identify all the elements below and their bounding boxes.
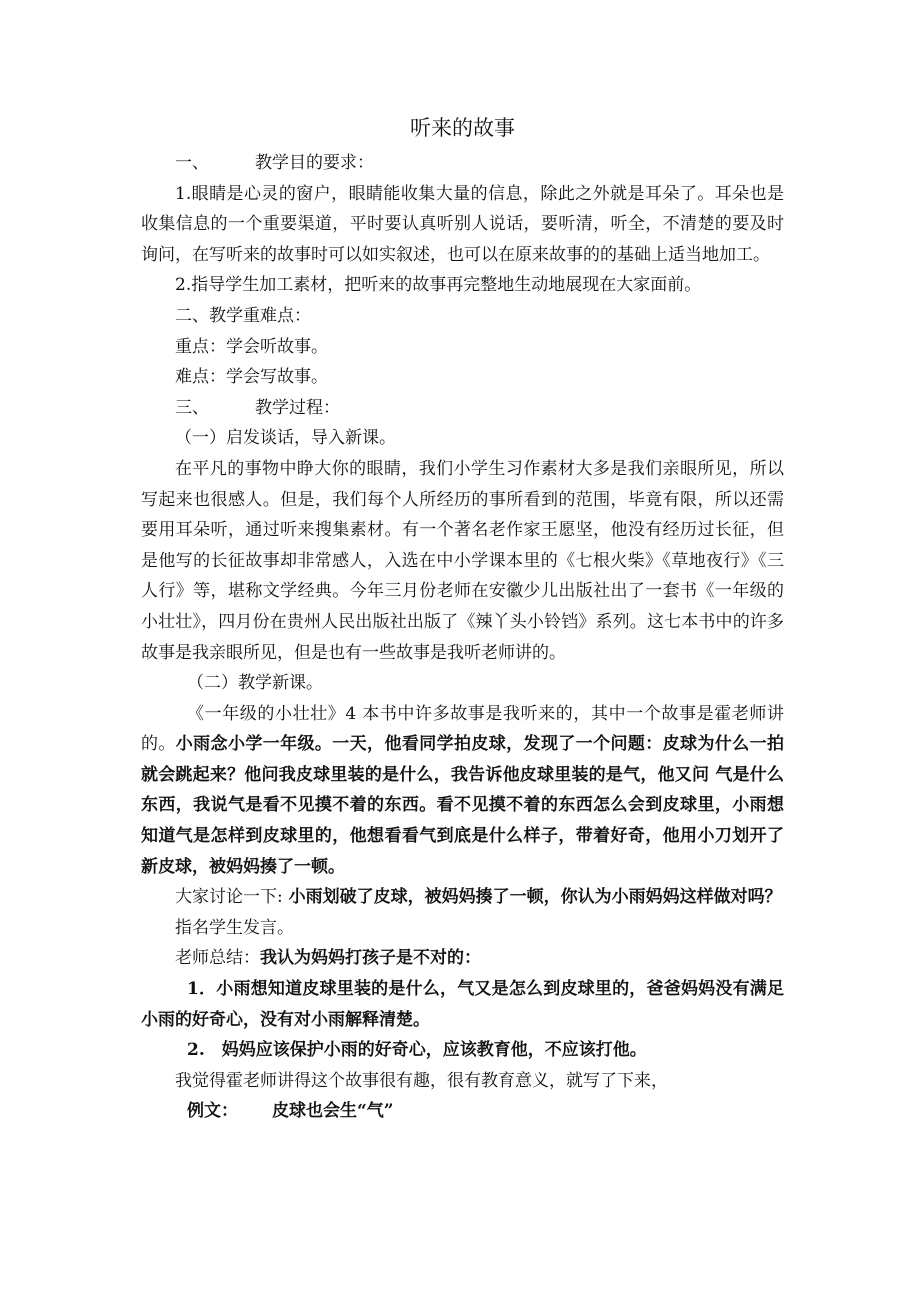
section-heading-1 <box>141 148 784 179</box>
section-heading-3 <box>141 393 784 424</box>
paragraph-1: 1.眼睛是心灵的窗户，眼睛能收集大量的信息，除此之外就是耳朵了。耳朵也是收集信息的一个重要渠道，平时要认真听别人说话，要听清，听全，不清楚的要及时询问，在写听来的故事时可以如实叙述，也可以在原来故事的的基础上适当地加工。 <box>141 183 784 265</box>
section-number: 三、 <box>175 397 209 418</box>
example-title: 皮球也会生“气” <box>272 1101 394 1122</box>
paragraph-4-intro: 《一年级的小壮壮》4 本书中许多故事是我听来的，其中一个故事是霍老师讲的。 <box>141 703 784 755</box>
story-text: 小雨念小学一年级。一天，他看同学拍皮球，发现了一个问题：皮球为什么一拍就会跳起来？他问我皮球里装的是什么，我告诉他皮球里装的是气，他又问 气是什么东西，我说气是看不见摸不着的东西。看不见摸不着的东西怎么会到皮球里，小雨想知道气是怎样到皮球里的，他想看看气到底是什么样子，带着好奇，他用小刀划开了新皮球，被妈妈揍了一顿。 <box>141 734 785 877</box>
difficult-point: 难点：学会写故事。 <box>175 367 328 388</box>
paragraph-5 <box>141 882 784 913</box>
paragraph-6: 指名学生发言。 <box>175 917 294 938</box>
paragraph-4 <box>141 699 784 883</box>
paragraph-3: 在平凡的事物中睁大你的眼睛，我们小学生习作素材大多是我们亲眼所见，所以写起来也很感人。但是，我们每个人所经历的事所看到的范围，毕竟有限，所以还需要用耳朵听，通过听来搜集素材。有一个著名老作家王愿坚，他没有经历过长征，但是他写的长征故事却非常感人，入选在中小学课本里的《七根火柴》《草地夜行》《三人行》等，堪称文学经典。今年三月份老师在安徽少儿出版社出了一套书《一年级的小壮壮》，四月份在贵州人民出版社出版了《辣丫头小铃铛》系列。这七本书中的许多故事是我亲眼所见，但是也有一些故事是我听老师讲的。 <box>141 458 784 663</box>
section-heading-2: 二、教学重难点： <box>175 305 311 326</box>
subsection-1: （一）启发谈话，导入新课。 <box>175 428 396 449</box>
example-label: 例文： <box>187 1101 238 1122</box>
document-title: 听来的故事 <box>410 116 515 140</box>
section-title: 教学过程： <box>255 397 340 418</box>
paragraph-10: 我觉得霍老师讲得这个故事很有趣，很有教育意义，就写了下来， <box>175 1070 668 1091</box>
section-title: 教学目的要求： <box>255 153 374 173</box>
summary-point-1: 1．小雨想知道皮球里装的是什么，气又是怎么到皮球里的，爸爸妈妈没有满足小雨的好奇心，没有对小雨解释清楚。 <box>141 979 784 1030</box>
paragraph-2: 2.指导学生加工素材，把听来的故事再完整地生动地展现在大家面前。 <box>175 275 702 296</box>
example-heading <box>141 1096 784 1127</box>
section-number: 一、 <box>175 153 209 173</box>
summary-point-2: 2. 妈妈应该保护小雨的好奇心，应该教育他，不应该打他。 <box>187 1040 647 1061</box>
key-point: 重点：学会听故事。 <box>175 336 328 357</box>
subsection-2: （二）教学新课。 <box>187 673 323 694</box>
discussion-label: 大家讨论一下: <box>175 887 283 908</box>
summary-label: 老师总结： <box>175 948 260 969</box>
paragraph-7 <box>141 943 784 974</box>
summary-text: 我认为妈妈打孩子是不对的： <box>260 948 481 969</box>
discussion-question: 小雨划破了皮球，被妈妈揍了一顿，你认为小雨妈妈这样做对吗？ <box>282 887 782 908</box>
document-body <box>141 112 784 1127</box>
